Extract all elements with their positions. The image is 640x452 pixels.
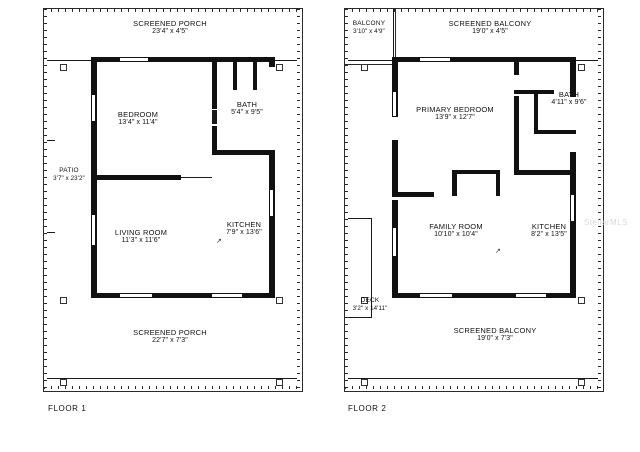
floor-2-plan [320, 0, 640, 452]
floor1-kitchen-arrow-icon: ↗ [216, 238, 222, 245]
floor2-room-balcony: BALCONY 3'10" x 4'9" [352, 20, 386, 36]
floor2-deck-bottom [348, 317, 372, 318]
floor2-screen-right [598, 9, 601, 388]
floor1-patio-edge-top [47, 140, 55, 141]
floor1-window-bottom-1 [120, 294, 152, 297]
floor1-mark-tr [276, 64, 283, 71]
floor1-window-bottom-2 [212, 294, 242, 297]
floor2-balcony-divider [393, 9, 394, 63]
floor2-mark-porch-bl [361, 379, 368, 386]
floor2-bath-wall-horiz-mid [534, 130, 576, 134]
floor1-screen-top [44, 9, 300, 12]
floor1-bath-wall-vert-c [253, 60, 257, 90]
floor2-mark-br [578, 297, 585, 304]
floor1-screen-right [297, 9, 300, 388]
floor2-room-primary-bedroom: PRIMARY BEDROOM 13'9" x 12'7" [416, 105, 494, 122]
floor1-mark-tl [60, 64, 67, 71]
floor1-wall-top [91, 57, 275, 62]
watermark-text: StellarMLS [583, 218, 628, 227]
floor1-bath-wall-left-lower [212, 126, 217, 155]
floor2-room-screened-balcony-top: SCREENED BALCONY 19'0" x 4'5" [448, 19, 532, 36]
floor2-partition-lower-left [392, 192, 434, 197]
floor1-wall-bottom [91, 293, 275, 298]
floor2-window-right-1 [571, 195, 574, 221]
floor2-room-family: FAMILY ROOM 10'10" x 10'4" [429, 222, 483, 239]
floor2-closet-wall-h [452, 170, 500, 174]
floor2-mark-tl [361, 64, 368, 71]
floor2-room-deck: DECK 3'2" x 14'11" [352, 297, 388, 313]
floor1-mark-porch-bl [60, 379, 67, 386]
floor1-mark-porch-br [276, 379, 283, 386]
floor2-closet-wall-v2 [496, 170, 500, 196]
floor2-balcony-box [344, 8, 396, 65]
floor2-deck-top [348, 218, 372, 219]
floor1-porch-inner-line-bottom [47, 378, 297, 379]
floor2-window-bottom-2 [516, 294, 546, 297]
floor2-bath-wall-vert-left2 [514, 96, 519, 174]
floor1-mark-bl [60, 297, 67, 304]
floor1-bath-wall-horiz [212, 150, 274, 155]
floor1-patio-edge-bottom [47, 232, 55, 233]
floor1-room-bath: BATH 5'4" x 9'5" [231, 100, 263, 117]
floor2-room-bath: BATH 4'11" x 9'6" [551, 90, 587, 107]
floor-1-caption: FLOOR 1 [48, 404, 87, 413]
floor1-room-living: LIVING ROOM 11'3" x 11'6" [114, 228, 168, 245]
floor2-screen-bottom [345, 386, 601, 389]
floor2-balcony-inner-line-bottom [348, 378, 598, 379]
floor2-wall-left-mid [392, 140, 398, 196]
floor2-bath-wall-vert-left [514, 57, 519, 75]
floor1-partition-bedroom-living [97, 175, 181, 180]
floor1-room-bedroom: BEDROOM 13'4" x 11'4" [117, 110, 159, 127]
floor2-window-bottom-1 [420, 294, 452, 297]
floor1-room-screened-porch-top: SCREENED PORCH 23'4" x 4'5" [133, 19, 207, 36]
floor2-mark-tr [578, 64, 585, 71]
floor2-window-left-2 [393, 228, 396, 256]
floor1-window-top-left [120, 58, 148, 61]
floor2-mark-porch-br [578, 379, 585, 386]
floor2-screen-left [345, 9, 348, 388]
floor2-window-left-1 [393, 92, 396, 116]
floor1-bath-wall-vert-b [233, 60, 237, 90]
floor2-room-screened-balcony-bottom: SCREENED BALCONY 19'0" x 7'3" [453, 326, 537, 343]
floor1-screen-bottom [44, 386, 300, 389]
floor1-room-kitchen: KITCHEN 7'9" x 13'6" [226, 220, 262, 237]
floor1-opening-line [181, 177, 212, 178]
floor1-window-right-1 [270, 190, 273, 216]
floor1-mark-br [276, 297, 283, 304]
floor1-screen-left [44, 9, 47, 388]
floor2-room-kitchen: KITCHEN 8'2" x 13'5" [531, 222, 567, 239]
floor2-bath-wall-horiz-lower [514, 170, 576, 175]
floor-2-caption: FLOOR 2 [348, 404, 387, 413]
floor1-wall-right-upper [269, 57, 275, 67]
floor2-window-top-1 [420, 58, 450, 61]
floor1-room-patio: PATIO 3'7" x 23'2" [53, 167, 85, 183]
floor2-family-arrow-icon: ↗ [495, 248, 501, 255]
floor1-room-screened-porch-bottom: SCREENED PORCH 22'7" x 7'3" [133, 328, 207, 345]
